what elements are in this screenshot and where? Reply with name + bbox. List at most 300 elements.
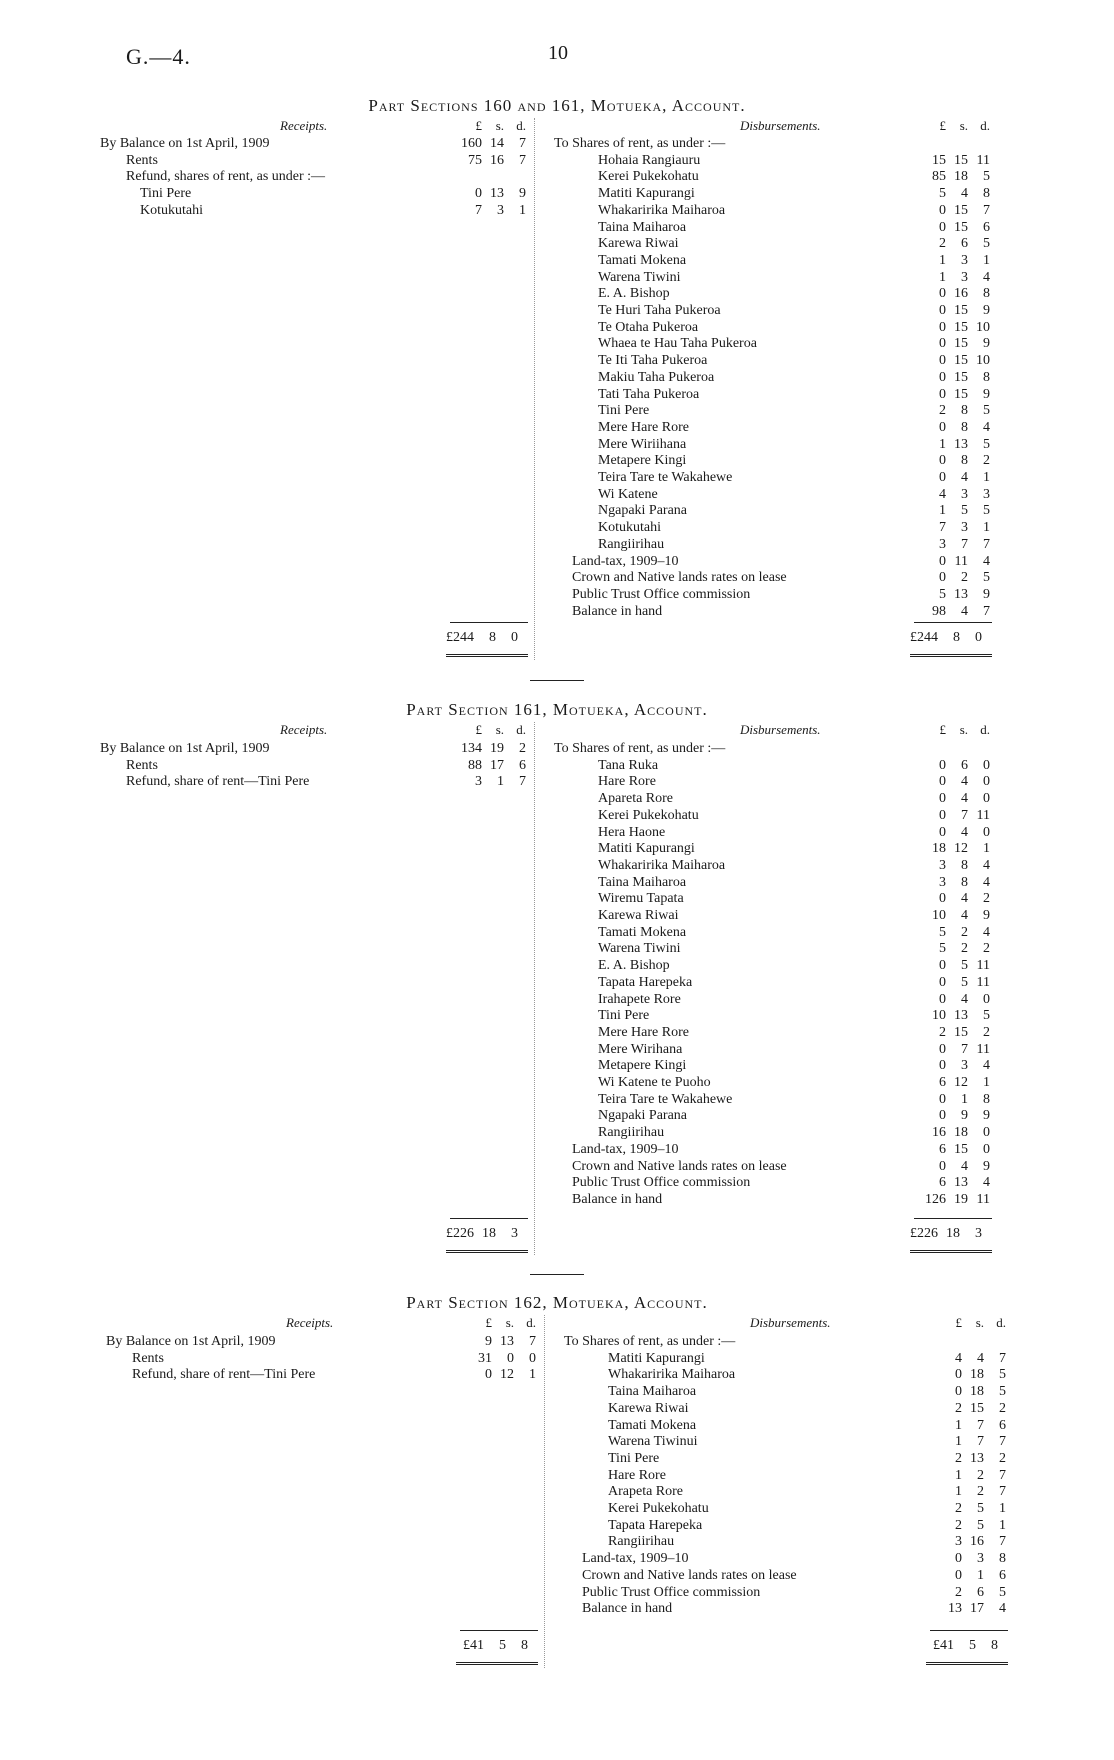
amount-l: 2 (955, 1400, 962, 1416)
amount-l: 15 (932, 152, 946, 168)
amount (912, 825, 990, 841)
disbursement-label: Public Trust Office commission (572, 1175, 751, 1191)
amount (912, 420, 990, 436)
total-double-rule (456, 1662, 538, 1665)
amount-d: 5 (999, 1384, 1006, 1400)
amount-l: £41 (933, 1638, 954, 1653)
currency-s: s. (505, 1315, 514, 1330)
amount (912, 858, 990, 874)
amount-d: 0 (983, 757, 990, 773)
amount-d: 4 (983, 874, 990, 890)
amount-d: 11 (976, 958, 990, 974)
amount-s: 0 (507, 1350, 514, 1366)
disbursement-label: Ngapaki Parana (598, 1108, 688, 1124)
amount-d: 2 (983, 1024, 990, 1040)
amount-l: 0 (939, 353, 946, 369)
amount-d: 11 (976, 974, 990, 990)
amount-l: 0 (939, 1091, 946, 1107)
account-title: Part Sections 160 and 161, Motueka, Account. (368, 96, 746, 115)
disbursement-label: Mere Hare Rore (598, 1024, 689, 1040)
currency-l: £ (939, 118, 946, 133)
amount-d: 1 (983, 520, 990, 536)
amount-s: 6 (961, 757, 968, 773)
receipt-label: By Balance on 1st April, 1909 (100, 136, 270, 151)
currency-header (448, 118, 526, 135)
amount-l: 0 (939, 386, 946, 402)
disbursement-label: Tini Pere (608, 1450, 660, 1466)
amount-d: 0 (983, 1125, 990, 1141)
amount (912, 353, 990, 369)
amount-s: 3 (961, 269, 968, 285)
amount-s: 5 (977, 1517, 984, 1533)
disbursement-label: Te Otaha Pukeroa (598, 319, 699, 335)
currency-header (928, 1315, 1006, 1332)
amount (912, 1092, 990, 1108)
amount (912, 537, 990, 553)
amount-s: 18 (482, 1226, 496, 1241)
amount-s: 4 (977, 1350, 984, 1366)
amount-d: 5 (983, 570, 990, 586)
amount (912, 958, 990, 974)
amount-d: 9 (983, 303, 990, 318)
amount-s: 4 (961, 470, 968, 485)
amount-s: 13 (954, 586, 968, 602)
disbursement-label: Metapere Kingi (598, 1058, 687, 1074)
amount (912, 774, 990, 790)
amount-l: 5 (939, 186, 946, 202)
amount-s: 1 (977, 1567, 984, 1583)
section-separator (530, 1274, 584, 1275)
amount (458, 1334, 536, 1350)
receipt-label: Refund, shares of rent, as under :— (126, 169, 326, 185)
receipt-label: Refund, share of rent—Tini Pere (132, 1367, 316, 1383)
amount-l: 16 (932, 1125, 946, 1141)
amount-l: 3 (475, 774, 482, 790)
amount-s: 15 (954, 319, 968, 335)
total-receipts (450, 1638, 528, 1654)
amount (912, 570, 990, 586)
total-rule (930, 1630, 1008, 1631)
amount (928, 1468, 1006, 1484)
amount-s: 8 (961, 453, 968, 469)
amount-l: 0 (939, 958, 946, 974)
amount-d: 7 (999, 1467, 1006, 1483)
amount-d: 2 (999, 1400, 1006, 1416)
amount-s: 18 (970, 1384, 984, 1400)
amount (912, 437, 990, 453)
disbursements-heading: Disbursements. (740, 118, 821, 133)
total-double-rule (446, 654, 528, 657)
amount-s: 2 (961, 570, 968, 586)
amount-d: 4 (983, 857, 990, 873)
amount (448, 774, 526, 790)
amount-d: 5 (999, 1367, 1006, 1383)
amount-d: 7 (999, 1434, 1006, 1450)
amount-l: 0 (939, 453, 946, 469)
disbursement-label: Karewa Riwai (608, 1400, 689, 1416)
amount-l: 6 (939, 1175, 946, 1191)
amount-s: 5 (969, 1638, 976, 1653)
amount-d: 2 (519, 741, 526, 756)
amount (912, 1075, 990, 1091)
amount-s: 8 (961, 874, 968, 890)
disbursement-label: Mere Hare Rore (598, 419, 689, 435)
disbursement-label: Ngapaki Parana (598, 503, 688, 519)
disbursement-label: Tati Taha Pukeroa (598, 386, 700, 402)
disbursements-heading: Disbursements. (750, 1315, 831, 1330)
amount-s: 13 (954, 436, 968, 452)
amount (448, 741, 526, 757)
amount-d: 1 (519, 202, 526, 218)
disbursement-label: Whakaririka Maiharoa (598, 857, 726, 873)
amount-d: 8 (999, 1551, 1006, 1567)
amount-s: 17 (970, 1601, 984, 1617)
total-disbursements (904, 1226, 982, 1242)
amount-d: 1 (983, 1075, 990, 1090)
amount-s: 4 (961, 891, 968, 907)
disbursement-label: Hohaia Rangiauru (598, 152, 701, 168)
amount-s: 4 (961, 991, 968, 1007)
disbursement-label: Taina Maiharoa (598, 219, 687, 235)
amount-l: 75 (468, 152, 482, 168)
amount-l: 0 (939, 991, 946, 1007)
disbursement-label: Whakaririka Maiharoa (608, 1367, 736, 1383)
receipt-label: Rents (126, 152, 158, 168)
total-receipts (440, 630, 518, 646)
amount-l: 88 (468, 757, 482, 773)
disbursement-label: Kerei Pukekohatu (598, 807, 699, 823)
amount (912, 1192, 990, 1208)
amount-s: 12 (500, 1367, 514, 1383)
disbursement-label: Warena Tiwini (598, 269, 681, 285)
currency-d: d. (516, 722, 526, 737)
amount-d: 5 (999, 1584, 1006, 1600)
amount-l: 0 (939, 336, 946, 352)
disbursement-label: To Shares of rent, as under :— (554, 741, 726, 756)
amount-d: 5 (983, 1008, 990, 1024)
amount (912, 520, 990, 536)
amount (928, 1401, 1006, 1417)
amount-d: 1 (983, 841, 990, 857)
currency-d: d. (516, 118, 526, 133)
account-title: Part Section 161, Motueka, Account. (406, 700, 708, 719)
receipt-label: Tini Pere (140, 186, 192, 202)
amount-s: 4 (961, 603, 968, 619)
amount (912, 1008, 990, 1024)
amount-l: 0 (955, 1551, 962, 1567)
amount-l: 0 (939, 1158, 946, 1174)
disbursement-label: To Shares of rent, as under :— (564, 1334, 736, 1349)
disbursement-label: Kotukutahi (598, 520, 661, 536)
amount (912, 336, 990, 352)
amount-l: 0 (485, 1367, 492, 1383)
amount (912, 1175, 990, 1191)
receipt-label: Rents (126, 757, 158, 773)
amount-d: 1 (983, 252, 990, 268)
amount-d: 5 (983, 236, 990, 252)
amount-d: 0 (983, 991, 990, 1007)
amount-d: 11 (976, 807, 990, 823)
amount-d: 9 (983, 386, 990, 402)
amount-s: 4 (961, 824, 968, 840)
amount (928, 1601, 1006, 1617)
amount-l: 2 (955, 1450, 962, 1466)
receipt-label: By Balance on 1st April, 1909 (106, 1334, 276, 1349)
page-number: 10 (548, 42, 568, 64)
amount-l: £226 (446, 1226, 474, 1241)
amount-d: 0 (983, 774, 990, 790)
amount (912, 270, 990, 286)
amount-d: 4 (983, 1175, 990, 1191)
amount-s: 4 (961, 908, 968, 923)
disbursement-label: Balance in hand (582, 1601, 673, 1617)
amount-d: 8 (983, 186, 990, 202)
amount-s: 13 (500, 1334, 514, 1349)
amount-d: 2 (983, 941, 990, 957)
amount-d: 7 (519, 136, 526, 151)
disbursement-label: Matiti Kapurangi (598, 186, 695, 202)
amount-s: 18 (946, 1226, 960, 1241)
total-rule (914, 1218, 992, 1219)
amount-s: 7 (961, 1041, 968, 1057)
amount-l: 2 (955, 1517, 962, 1533)
amount-l: 1 (955, 1417, 962, 1433)
disbursement-label: Balance in hand (572, 603, 663, 619)
amount (912, 470, 990, 486)
disbursement-label: Karewa Riwai (598, 908, 679, 923)
amount-d: 8 (983, 286, 990, 302)
amount-d: 0 (975, 630, 982, 645)
amount (912, 1142, 990, 1158)
amount-l: 0 (939, 319, 946, 335)
amount-s: 15 (954, 369, 968, 385)
amount-d: 7 (999, 1484, 1006, 1500)
amount-d: 5 (983, 436, 990, 452)
amount-l: 0 (955, 1384, 962, 1400)
amount-l: 3 (939, 536, 946, 552)
amount-s: 4 (961, 774, 968, 790)
amount-l: 2 (955, 1584, 962, 1600)
amount-s: 15 (954, 386, 968, 402)
amount-l: 1 (939, 436, 946, 452)
total-double-rule (910, 1250, 992, 1253)
amount-d: 6 (999, 1567, 1006, 1583)
amount-l: 3 (955, 1534, 962, 1550)
amount-l: 1 (939, 269, 946, 285)
amount-l: 0 (939, 974, 946, 990)
amount-d: 3 (975, 1226, 982, 1241)
amount-d: 1 (529, 1367, 536, 1383)
amount (912, 941, 990, 957)
amount-l: 98 (932, 603, 946, 619)
amount-s: 13 (954, 1175, 968, 1191)
amount-s: 14 (490, 136, 504, 151)
amount-d: 8 (991, 1638, 998, 1653)
amount-d: 1 (999, 1517, 1006, 1533)
currency-s: s. (495, 118, 504, 133)
amount-s: 11 (954, 553, 968, 569)
amount-d: 7 (983, 603, 990, 619)
amount (912, 453, 990, 469)
currency-l: £ (955, 1315, 962, 1330)
amount (912, 387, 990, 403)
amount-l: £226 (910, 1226, 938, 1241)
disbursement-label: Land-tax, 1909–10 (582, 1551, 689, 1567)
amount-d: 2 (983, 453, 990, 469)
amount (458, 1367, 536, 1383)
amount (448, 758, 526, 774)
amount-s: 3 (961, 486, 968, 502)
amount-s: 19 (954, 1191, 968, 1207)
page-reference: G.—4. (126, 44, 191, 69)
amount-d: 4 (983, 553, 990, 569)
amount-d: 8 (983, 1091, 990, 1107)
receipts-heading: Receipts. (286, 1315, 334, 1330)
disbursement-label: Warena Tiwini (598, 941, 681, 957)
amount (912, 975, 990, 991)
disbursement-label: E. A. Bishop (598, 958, 670, 974)
amount-d: 6 (983, 219, 990, 235)
disbursement-label: Hera Haone (598, 824, 666, 840)
currency-l: £ (939, 722, 946, 737)
total-rule (450, 622, 528, 623)
amount (912, 503, 990, 519)
amount-l: 0 (939, 807, 946, 823)
amount (448, 186, 526, 202)
amount-l: 0 (939, 1108, 946, 1124)
amount-s: 6 (977, 1584, 984, 1600)
amount (448, 203, 526, 219)
amount-s: 8 (961, 857, 968, 873)
amount-d: 4 (983, 419, 990, 435)
disbursement-label: Rangiirihau (608, 1534, 675, 1550)
amount (912, 370, 990, 386)
total-disbursements (920, 1638, 998, 1654)
total-rule (460, 1630, 538, 1631)
amount-s: 9 (961, 1108, 968, 1124)
amount (912, 1025, 990, 1041)
disbursement-label: Wi Katene te Puoho (598, 1075, 711, 1090)
amount-l: 6 (939, 1141, 946, 1157)
amount-l: 0 (939, 1041, 946, 1057)
amount-d: 4 (983, 269, 990, 285)
amount (912, 758, 990, 774)
amount-l: 1 (955, 1467, 962, 1483)
currency-d: d. (996, 1315, 1006, 1330)
currency-d: d. (980, 722, 990, 737)
amount-s: 15 (954, 303, 968, 318)
disbursement-label: Te Iti Taha Pukeroa (598, 353, 708, 369)
amount-l: 7 (475, 202, 482, 218)
amount (912, 253, 990, 269)
currency-s: s. (975, 1315, 984, 1330)
amount-s: 15 (954, 353, 968, 369)
disbursement-label: Tapata Harepeka (598, 974, 693, 990)
amount-s: 15 (954, 1024, 968, 1040)
amount-l: 126 (925, 1191, 946, 1207)
amount-s: 15 (954, 1141, 968, 1157)
disbursement-label: Crown and Native lands rates on lease (582, 1567, 797, 1583)
disbursement-label: Rangiirihau (598, 1125, 665, 1141)
disbursement-label: Matiti Kapurangi (608, 1350, 705, 1366)
amount-d: 5 (983, 169, 990, 185)
amount-s: 6 (961, 236, 968, 252)
receipt-label: Kotukutahi (140, 202, 203, 218)
amount-s: 15 (954, 152, 968, 168)
amount-d: 1 (983, 470, 990, 485)
amount (912, 1058, 990, 1074)
disbursement-label: Land-tax, 1909–10 (572, 1141, 679, 1157)
disbursement-label: Taina Maiharoa (608, 1384, 697, 1400)
amount-d: 3 (511, 1226, 518, 1241)
amount (912, 220, 990, 236)
disbursement-label: Kerei Pukekohatu (608, 1501, 709, 1516)
total-double-rule (910, 654, 992, 657)
currency-l: £ (485, 1315, 492, 1330)
amount-d: 1 (999, 1501, 1006, 1516)
amount-d: 7 (999, 1350, 1006, 1366)
amount-s: 7 (977, 1434, 984, 1450)
disbursement-label: Teira Tare te Wakahewe (598, 470, 733, 485)
amount-l: 160 (461, 136, 482, 151)
amount (912, 992, 990, 1008)
amount-s: 8 (489, 630, 496, 645)
amount-l: 0 (939, 891, 946, 907)
amount-s: 3 (497, 202, 504, 218)
amount-d: 11 (976, 1041, 990, 1057)
amount-d: 2 (983, 891, 990, 907)
amount (928, 1551, 1006, 1567)
amount-l: 0 (939, 824, 946, 840)
amount-l: 0 (939, 202, 946, 218)
amount-s: 18 (970, 1367, 984, 1383)
amount-d: 10 (976, 319, 990, 335)
amount (912, 320, 990, 336)
disbursement-label: Matiti Kapurangi (598, 841, 695, 857)
currency-header (458, 1315, 536, 1332)
amount-d: 11 (976, 152, 990, 168)
amount-l: 5 (939, 924, 946, 940)
amount-l: 0 (939, 570, 946, 586)
disbursement-label: Land-tax, 1909–10 (572, 553, 679, 569)
amount (912, 841, 990, 857)
amount (912, 1159, 990, 1175)
amount-l: £244 (446, 630, 474, 645)
amount-l: 1 (939, 503, 946, 519)
amount-l: 0 (939, 1058, 946, 1074)
disbursement-label: Karewa Riwai (598, 236, 679, 252)
amount-l: 0 (955, 1367, 962, 1383)
amount-s: 4 (961, 1158, 968, 1174)
amount (912, 925, 990, 941)
account-title: Part Section 162, Motueka, Account. (406, 1293, 708, 1312)
amount (912, 875, 990, 891)
disbursement-label: Apareta Rore (598, 791, 674, 807)
amount-s: 7 (977, 1417, 984, 1433)
disbursement-label: Te Huri Taha Pukeroa (598, 303, 721, 318)
amount-l: 7 (939, 520, 946, 536)
disbursement-label: Tapata Harepeka (608, 1517, 703, 1533)
amount-l: 6 (939, 1075, 946, 1090)
amount-d: 11 (976, 1191, 990, 1207)
amount (928, 1351, 1006, 1367)
amount-l: £41 (463, 1638, 484, 1653)
amount-s: 2 (961, 924, 968, 940)
amount (928, 1484, 1006, 1500)
amount-l: 0 (475, 186, 482, 202)
amount (928, 1585, 1006, 1601)
disbursement-label: Taina Maiharoa (598, 874, 687, 890)
